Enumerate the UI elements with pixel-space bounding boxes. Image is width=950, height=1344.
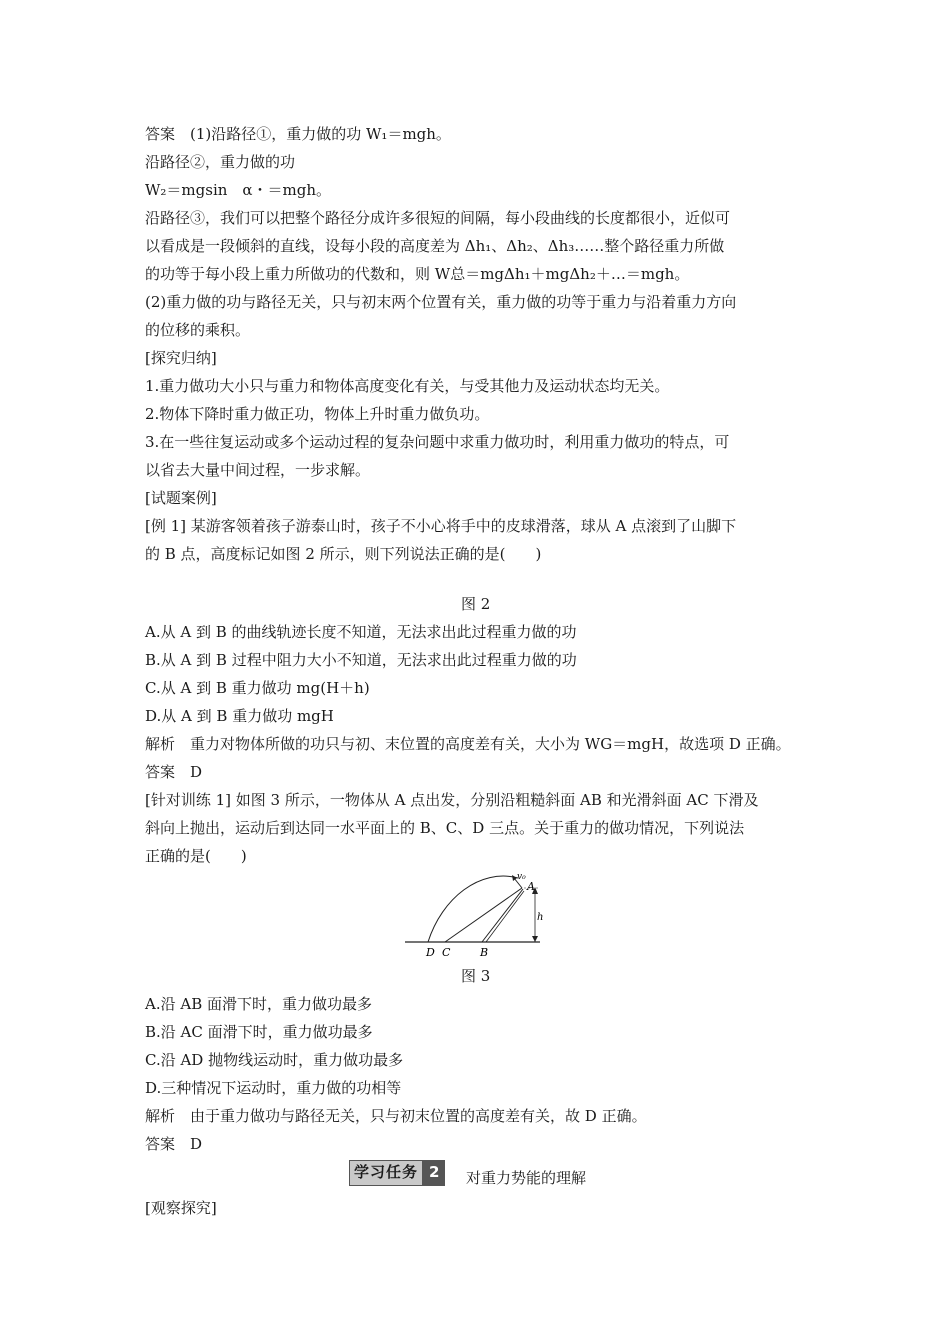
training-1-analysis: 解析 由于重力做功与路径无关，只与初末位置的高度差有关，故 D 正确。 <box>145 1107 647 1125</box>
answer-line-5: 以看成是一段倾斜的直线，设每小段的高度差为 Δh₁、Δh₂、Δh₃……整个路径重力所做 <box>145 237 725 255</box>
answer-line-1: 答案 (1)沿路径①，重力做的功 W₁＝mgh。 <box>145 125 451 143</box>
example-1-stem-cont: 的 B 点，高度标记如图 2 所示，则下列说法正确的是( ) <box>145 545 542 563</box>
training-1-option-b: B.沿 AC 面滑下时，重力做功最多 <box>145 1023 373 1041</box>
answer-line-3: W₂＝mgsin α・＝mgh。 <box>145 181 332 199</box>
task-title: 对重力势能的理解 <box>466 1169 587 1187</box>
example-1-answer: 答案 D <box>145 763 203 781</box>
label-a: A <box>527 880 535 893</box>
training-1-stem-cont: 斜向上抛出，运动后到达同一水平面上的 B、C、D 三点。关于重力的做功情况，下列说法 <box>145 819 745 837</box>
training-1-option-a: A.沿 AB 面滑下时，重力做功最多 <box>145 995 372 1013</box>
summary-item-3-cont: 以省去大量中间过程，一步求解。 <box>145 461 371 479</box>
training-1-stem: [针对训练 1] 如图 3 所示，一物体从 A 点出发，分别沿粗糙斜面 AB 和光滑斜面 AC 下滑及 <box>145 791 759 809</box>
figure-2-caption: 图 2 <box>461 595 491 613</box>
summary-item-2: 2.物体下降时重力做正功，物体上升时重力做负功。 <box>145 405 490 423</box>
figure-3-caption: 图 3 <box>461 967 491 985</box>
training-1-stem-cont-2: 正确的是( ) <box>145 847 247 865</box>
task-badge-label: 学习任务 <box>349 1160 423 1186</box>
slope-ab-inner <box>486 891 524 942</box>
training-1-answer: 答案 D <box>145 1135 203 1153</box>
training-1-option-c: C.沿 AD 抛物线运动时，重力做功最多 <box>145 1051 404 1069</box>
answer-line-6: 的功等于每小段上重力所做功的代数和，则 W总＝mgΔh₁＋mgΔh₂＋…＝mgh。 <box>145 265 690 283</box>
label-d: D <box>426 946 435 959</box>
summary-item-1: 1.重力做功大小只与重力和物体高度变化有关，与受其他力及运动状态均无关。 <box>145 377 670 395</box>
task-badge <box>349 1160 445 1186</box>
answer-line-7: (2)重力做的功与路径无关，只与初末两个位置有关，重力做的功等于重力与沿着重力方向 <box>145 293 737 311</box>
example-1-option-b: B.从 A 到 B 过程中阻力大小不知道，无法求出此过程重力做的功 <box>145 651 577 669</box>
answer-line-2: 沿路径②，重力做的功 <box>145 153 296 171</box>
example-1-option-d: D.从 A 到 B 重力做功 mgH <box>145 707 334 725</box>
section-heading-cases: [试题案例] <box>145 489 217 507</box>
example-1-option-a: A.从 A 到 B 的曲线轨迹长度不知道，无法求出此过程重力做的功 <box>145 623 577 641</box>
label-v0: v₀ <box>517 872 526 882</box>
label-h: h <box>537 912 544 923</box>
slope-ab <box>482 889 523 942</box>
label-b: B <box>480 946 489 959</box>
height-arrow-bottom <box>532 936 538 942</box>
section-heading-summary: [探究归纳] <box>145 349 217 367</box>
training-1-option-d: D.三种情况下运动时，重力做的功相等 <box>145 1079 402 1097</box>
example-1-analysis: 解析 重力对物体所做的功只与初、末位置的高度差有关，大小为 WG＝mgH，故选项 D 正确。 <box>145 735 791 753</box>
answer-line-8: 的位移的乘积。 <box>145 321 251 339</box>
summary-item-3: 3.在一些往复运动或多个运动过程的复杂问题中求重力做功时，利用重力做功的特点，可 <box>145 433 730 451</box>
example-1-option-c: C.从 A 到 B 重力做功 mg(H＋h) <box>145 679 370 697</box>
parabolic-path <box>428 876 518 942</box>
label-c: C <box>442 946 451 959</box>
figure-3-diagram <box>400 868 545 960</box>
section-heading-observe: [观察探究] <box>145 1199 217 1217</box>
task-badge-number: 2 <box>423 1160 445 1186</box>
example-1-stem: [例 1] 某游客领着孩子游泰山时，孩子不小心将手中的皮球滑落，球从 A 点滚到了山脚下 <box>145 517 737 535</box>
answer-line-4: 沿路径③，我们可以把整个路径分成许多很短的间隔，每小段曲线的长度都很小，近似可 <box>145 209 731 227</box>
